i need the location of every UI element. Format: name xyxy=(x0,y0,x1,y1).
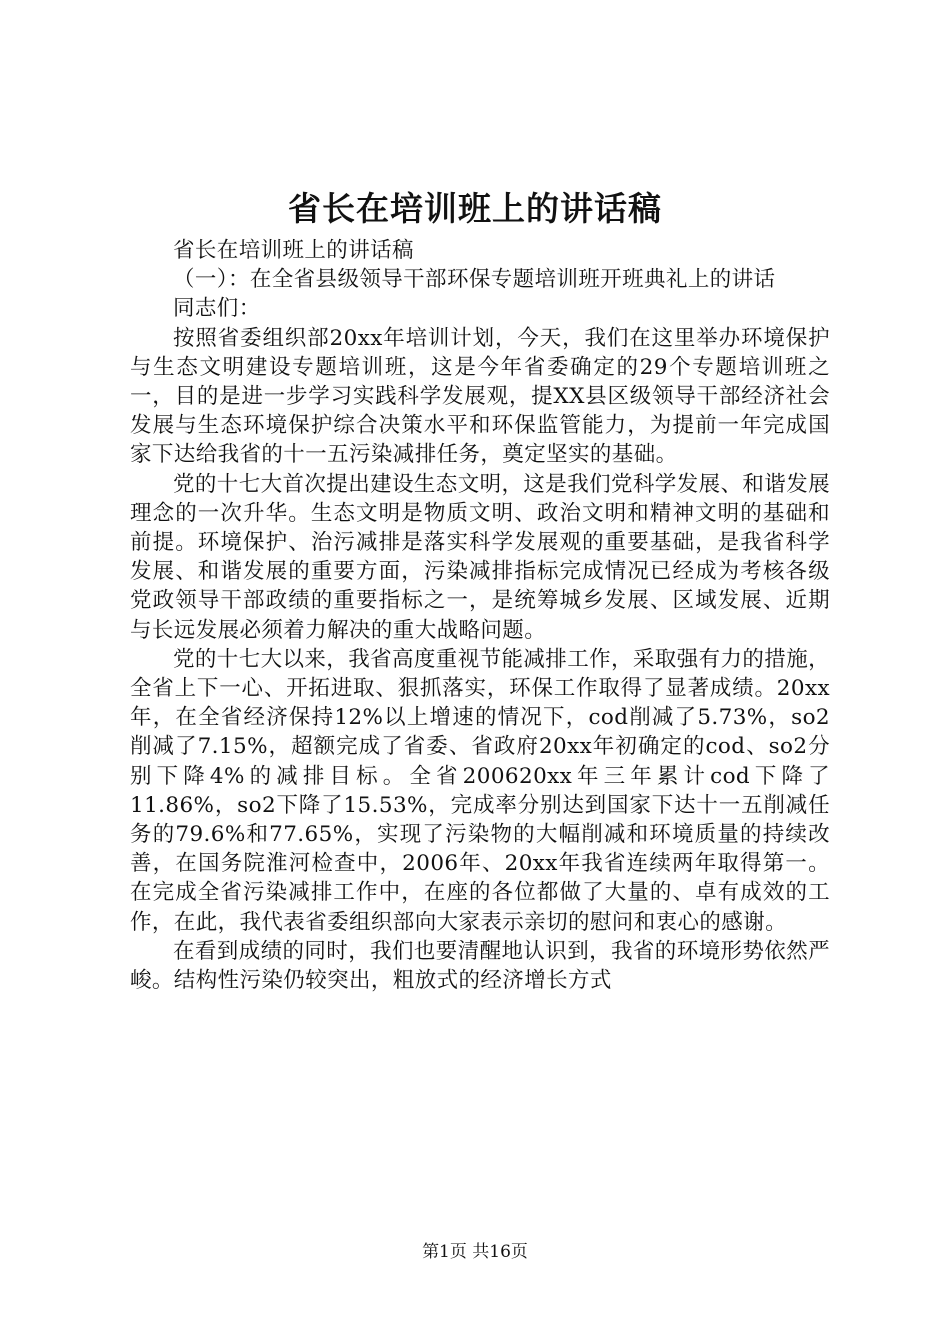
paragraph: 党的十七大首次提出建设生态文明，这是我们党科学发展、和谐发展理念的一次升华。生态文明是物质文明、政治文明和精神文明的基础和前提。环境保护、治污减排是落实科学发展观的重要基础，是我省科学发展、和谐发展的重要方面，污染减排指标完成情况已经成为考核各级党政领导干部政绩的重要指标之一，是统筹城乡发展、区域发展、近期与长远发展必须着力解决的重大战略问题。 xyxy=(130,471,831,643)
paragraph: 党的十七大以来，我省高度重视节能减排工作，采取强有力的措施，全省上下一心、开拓进取、狠抓落实，环保工作取得了显著成绩。20xx年，在全省经济保持12%以上增速的情况下，cod削减了5.73%，so2削减了7.15%，超额完成了省委、省政府20xx年初确定的cod、so2分别下降4%的减排目标。全省200620xx年三年累计cod下降了11.86%，so2下降了15.53%，完成率分别达到国家下达十一五削减任务的79.6%和77.65%，实现了污染物的大幅削减和环境质量的持续改善，在国务院淮河检查中，2006年、20xx年我省连续两年取得第一。在完成全省污染减排工作中，在座的各位都做了大量的、卓有成效的工作，在此，我代表省委组织部向大家表示亲切的慰问和衷心的感谢。 xyxy=(130,646,831,935)
page-number-footer: 第1页 共16页 xyxy=(422,1242,528,1262)
document-body xyxy=(130,236,830,995)
document-subtitle: 省长在培训班上的讲话稿 xyxy=(173,238,414,263)
section-heading: （一）：在全省县级领导干部环保专题培训班开班典礼上的讲话 xyxy=(173,267,776,293)
paragraph: 在看到成绩的同时，我们也要清醒地认识到，我省的环境形势依然严峻。结构性污染仍较突出，粗放式的经济增长方式 xyxy=(130,938,831,994)
greeting: 同志们： xyxy=(173,296,261,322)
document-title: 省长在培训班上的讲话稿 xyxy=(288,189,662,228)
paragraph: 按照省委组织部20xx年培训计划，今天，我们在这里举办环境保护与生态文明建设专题培训班，这是今年省委确定的29个专题培训班之一，目的是进一步学习实践科学发展观，提XX县区级领导干部经济社会发展与生态环境保护综合决策水平和环保监管能力，为提前一年完成国家下达给我省的十一五污染减排任务，奠定坚实的基础。 xyxy=(130,325,830,468)
